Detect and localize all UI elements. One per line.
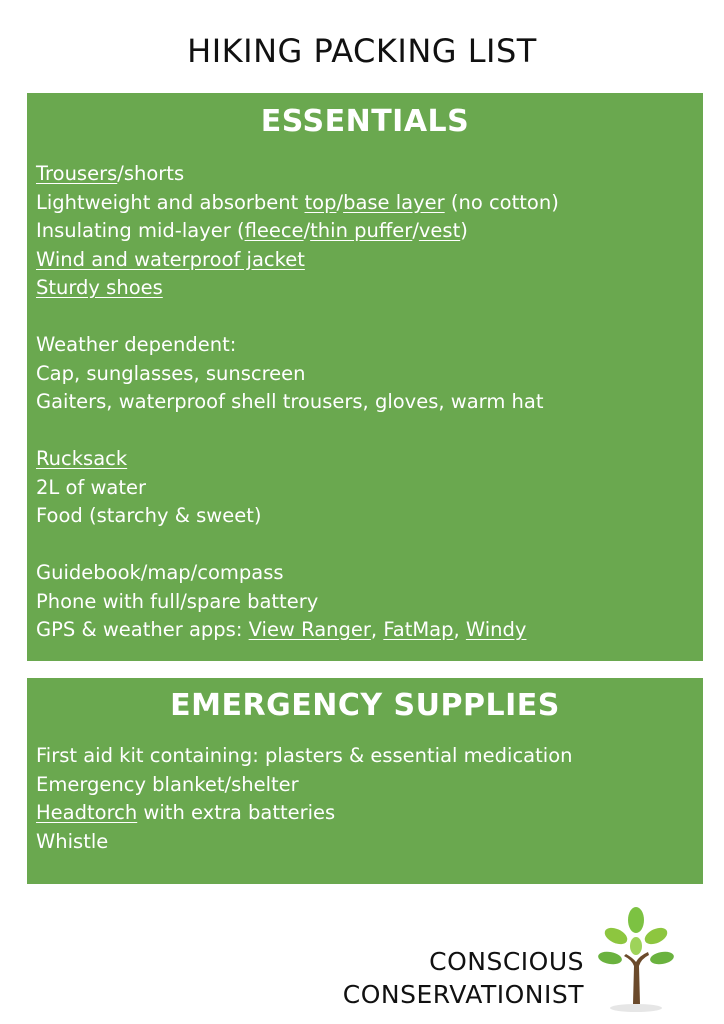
list-text: , <box>453 618 466 641</box>
list-item-water: 2L of water <box>36 475 147 499</box>
list-item-mid-layer <box>36 217 703 246</box>
list-text: ) <box>460 219 468 242</box>
essentials-panel <box>27 93 703 661</box>
fleece-link[interactable]: fleece <box>244 219 304 242</box>
list-text: , <box>370 618 384 641</box>
list-item-whistle: Whistle <box>36 829 109 853</box>
list-item-rucksack <box>36 445 703 474</box>
view-ranger-link[interactable]: View Ranger <box>248 618 371 641</box>
list-item-gaiters: Gaiters, waterproof shell trousers, gloves, warm hat <box>36 390 544 413</box>
list-item-base-layer <box>36 189 703 218</box>
essentials-heading: ESSENTIALS <box>260 104 470 139</box>
list-item-cap: Cap, sunglasses, sunscreen <box>36 361 306 385</box>
brand-line-1: CONSCIOUS <box>429 947 584 976</box>
list-text: Insulating mid-layer ( <box>36 219 245 242</box>
list-item-trousers <box>36 160 703 189</box>
list-text: /shorts <box>117 162 185 185</box>
thin-puffer-link[interactable]: thin puffer <box>310 219 413 242</box>
rucksack-link[interactable]: Rucksack <box>36 447 128 470</box>
list-text: / <box>412 219 419 242</box>
tree-logo-icon <box>596 904 676 1016</box>
brand-line-2: CONSERVATIONIST <box>342 980 584 1009</box>
list-text: with extra batteries <box>137 801 336 824</box>
list-item-jacket <box>36 246 703 275</box>
list-item-food: Food (starchy & sweet) <box>36 504 262 527</box>
list-item-first-aid: First aid kit containing: plasters & essential medication <box>36 744 573 767</box>
list-item-headtorch <box>36 799 703 828</box>
list-item-weather-heading: Weather dependent: <box>36 333 237 356</box>
vest-link[interactable]: vest <box>418 219 461 242</box>
essentials-list <box>27 160 703 645</box>
emergency-heading: EMERGENCY SUPPLIES <box>170 688 560 723</box>
page-title: HIKING PACKING LIST <box>187 32 537 70</box>
list-item-shoes <box>36 274 703 303</box>
jacket-link[interactable]: Wind and waterproof jacket <box>36 247 305 271</box>
list-text: (no cotton) <box>444 190 559 214</box>
emergency-panel <box>27 678 703 884</box>
base-layer-link[interactable]: base layer <box>343 190 445 214</box>
list-item-blanket: Emergency blanket/shelter <box>36 772 299 796</box>
list-item-phone: Phone with full/spare battery <box>36 589 319 613</box>
list-item-apps <box>36 616 703 645</box>
list-text: Lightweight and absorbent <box>36 190 305 214</box>
spacer <box>36 303 703 332</box>
trousers-link[interactable]: Trousers <box>36 162 118 185</box>
list-item-guidebook: Guidebook/map/compass <box>36 561 284 584</box>
list-text: / <box>303 219 311 242</box>
fatmap-link[interactable]: FatMap <box>383 618 454 641</box>
emergency-list <box>27 742 703 856</box>
top-link[interactable]: top <box>304 190 337 214</box>
list-text: GPS & weather apps: <box>36 618 249 641</box>
spacer <box>36 531 703 560</box>
headtorch-link[interactable]: Headtorch <box>36 801 138 824</box>
spacer <box>36 417 703 446</box>
shoes-link[interactable]: Sturdy shoes <box>36 276 163 299</box>
brand-name <box>343 945 584 1011</box>
list-text: / <box>336 190 344 214</box>
windy-link[interactable]: Windy <box>465 618 527 641</box>
